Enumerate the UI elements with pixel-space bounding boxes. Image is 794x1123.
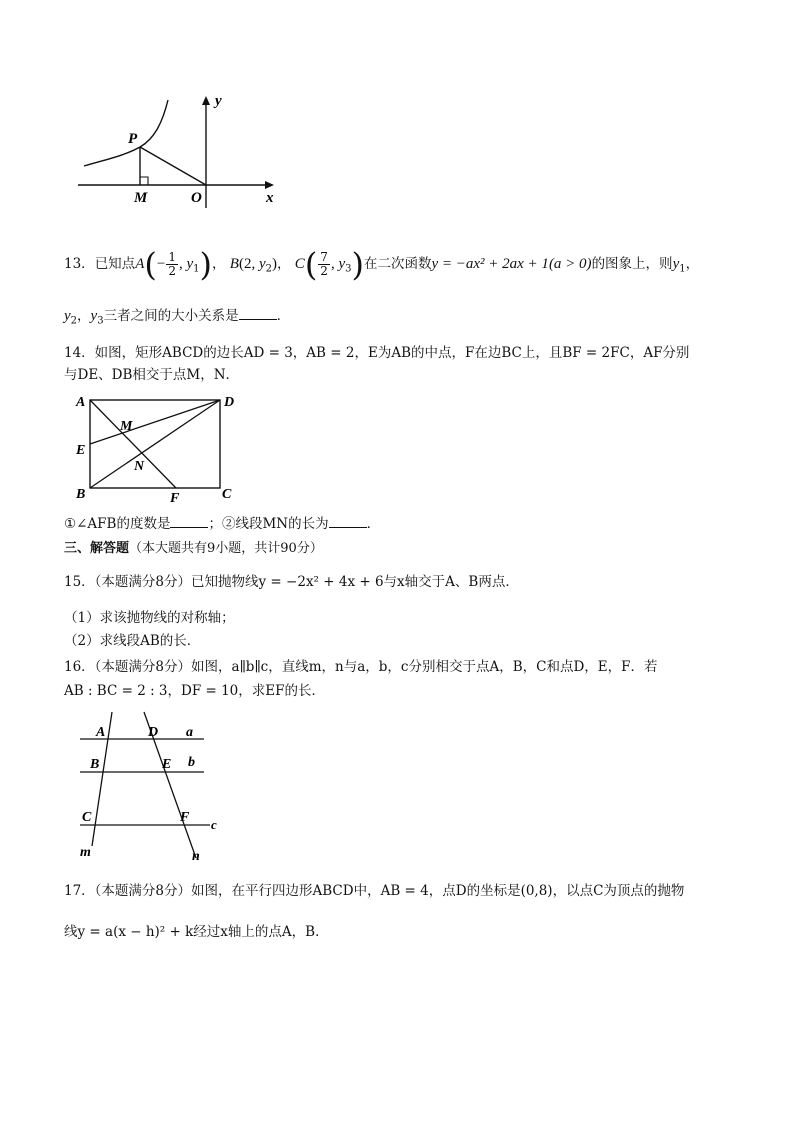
q13-fraction-half: $\frac{1}{2}$ [168, 250, 176, 278]
q13-answer-blank[interactable] [239, 305, 277, 320]
q16-label-line-b: b [188, 755, 195, 770]
q16-label-a-point: A [96, 725, 106, 740]
q13-number: 13． [64, 256, 95, 272]
q16-label-f: F [180, 810, 190, 825]
q13-line2: $y_2$，$y_3$三者之间的大小关系是 ． [64, 305, 738, 333]
q16-line2: AB : BC = 2 : 3，DF = 10，求EF的长． [64, 683, 325, 699]
q12-label-x: x [266, 190, 274, 206]
q14-figure [72, 390, 242, 506]
q16-label-e: E [162, 757, 172, 772]
q14-label-d: D [224, 395, 235, 410]
q14-label-f: F [170, 491, 180, 506]
q13-condition: (a > 0) [548, 256, 592, 272]
q12-label-m: M [134, 190, 148, 206]
q17-line1: 17．（本题满分8分）如图，在平行四边形ABCD中，AB = 4，点D的坐标是(0,8)，以点C为顶点的抛物 [64, 883, 685, 899]
q14-label-e: E [76, 443, 86, 458]
q12-figure [74, 94, 284, 212]
q14-line1: 14．如图，矩形ABCD的边长AD = 3，AB = 2，E为AB的中点，F在边BC上，且BF = 2FC，AF分别 [64, 345, 690, 361]
q16-label-line-a: a [186, 725, 193, 740]
q14-label-c: C [222, 487, 232, 502]
q14-line2: 与DE、DB相交于点M，N． [64, 367, 240, 383]
q16-figure [74, 708, 234, 866]
q13-point-b: B [229, 256, 239, 272]
q16-label-m: m [80, 845, 91, 860]
q13-function: y = −ax² + 2ax + 1 [431, 256, 549, 272]
section3-note: （本大题共有9小题，共计90分） [129, 541, 323, 556]
q16-line1: 16．（本题满分8分）如图，a∥b∥c，直线m，n与a，b，c分别相交于点A，B，C和点D，E，F．若 [64, 659, 658, 675]
q16-label-b-point: B [90, 757, 100, 772]
q15-sub2: （2）求线段AB的长． [64, 633, 201, 649]
q13-text1: 已知点 [94, 256, 136, 272]
q14-label-a: A [76, 395, 86, 410]
section3-title: 三、解答题 [64, 541, 130, 556]
q14-label-n: N [134, 459, 145, 474]
q13-line1: 13．已知点A(− $\frac{1}{2}$ , $y_1$)， B(2, $y_2$)， C( $\frac{7}{2}$ , $y_3$)在二次函数y = −ax² + 2ax + 1(a > 0)的图象上，则$y_1$， [64, 245, 700, 284]
q14-label-b: B [76, 487, 86, 502]
q14-line3: ①∠AFB的度数是 ；②线段MN的长为 ． [64, 513, 738, 535]
q15-sub1: （1）求该抛物线的对称轴； [64, 610, 235, 626]
q14-answer-blank-2[interactable] [329, 513, 367, 528]
section3-heading [64, 537, 738, 560]
q15-line1: 15．（本题满分8分）已知抛物线y = −2x² + 4x + 6与x轴交于A、B两点． [64, 574, 519, 590]
q13-point-a: A [135, 256, 145, 272]
q14-answer-blank-1[interactable] [170, 513, 208, 528]
q16-label-line-c: c [211, 817, 217, 832]
q12-label-o: O [191, 190, 202, 206]
q14-label-m: M [120, 419, 133, 434]
q12-label-p: P [128, 131, 138, 147]
q13-text4: 三者之间的大小关系是 [103, 308, 239, 324]
q13-text3: 的图象上，则 [591, 256, 673, 272]
q12-label-y: y [215, 94, 222, 109]
q16-label-d: D [148, 725, 159, 740]
q16-label-c-point: C [82, 810, 92, 825]
q13-fraction-seven-half: $\frac{7}{2}$ [320, 250, 328, 278]
q13-point-c: C [294, 256, 305, 272]
q16-label-n: n [192, 849, 200, 864]
q17-line2: 线y = a(x − h)² + k经过x轴上的点A，B． [64, 924, 329, 940]
q13-text2: 在二次函数 [363, 256, 432, 272]
